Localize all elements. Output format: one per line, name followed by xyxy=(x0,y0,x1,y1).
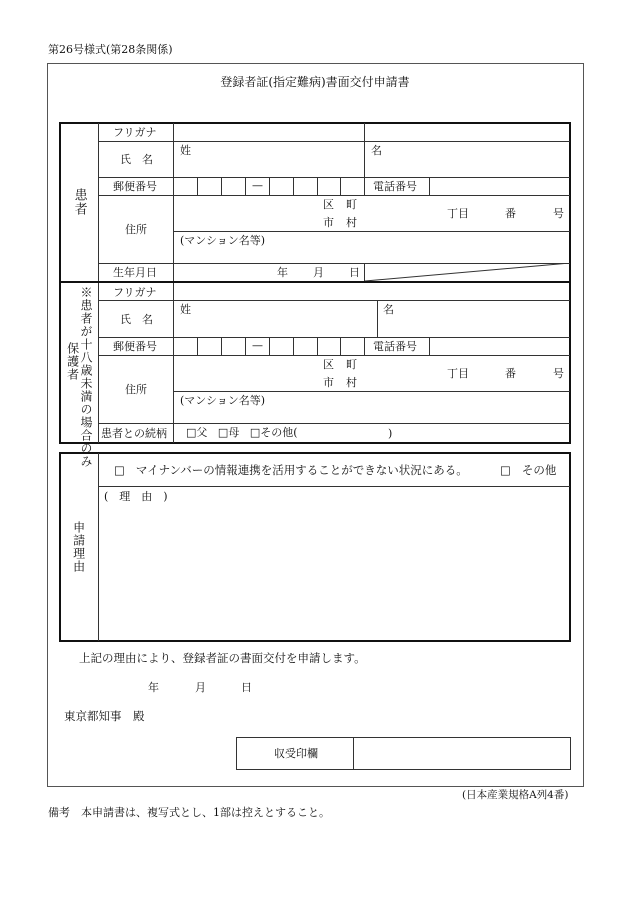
guardian-postal-dash: — xyxy=(252,339,263,352)
birth-year: 年 xyxy=(277,266,288,279)
patient-birth-input[interactable] xyxy=(174,264,363,280)
guardian-phone-input[interactable] xyxy=(430,338,569,354)
date-month: 月 xyxy=(195,681,206,694)
date-year: 年 xyxy=(148,681,159,694)
relation-close-paren: ) xyxy=(388,427,393,440)
guardian-postal-label: 郵便番号 xyxy=(113,340,157,353)
guardian-relation-label: 患者との続柄 xyxy=(101,427,167,440)
guardian-go: 号 xyxy=(553,367,564,380)
relation-other-input[interactable] xyxy=(310,425,386,441)
guardian-shi: 市 xyxy=(323,376,334,389)
guardian-mei-label: 名 xyxy=(383,303,394,316)
guardian-ku: 区 xyxy=(323,358,334,371)
patient-mura: 村 xyxy=(346,216,357,229)
birth-day: 日 xyxy=(349,266,360,279)
patient-phone-label: 電話番号 xyxy=(373,180,417,193)
reason-option-mynumber[interactable]: □ マイナンバーの情報連携を活用することができない状況にある。 xyxy=(114,463,468,477)
patient-shi: 市 xyxy=(323,216,334,229)
patient-ban: 番 xyxy=(505,207,516,220)
receipt-stamp-area xyxy=(355,738,568,768)
patient-address-label: 住所 xyxy=(125,223,147,236)
patient-furigana-sei-input[interactable] xyxy=(174,124,363,140)
reason-mynumber-checkbox[interactable]: □ xyxy=(114,463,125,477)
patient-sei-label: 姓 xyxy=(180,144,191,157)
guardian-machi: 町 xyxy=(346,358,357,371)
date-day: 日 xyxy=(241,681,252,694)
guardian-name-label: 氏 名 xyxy=(120,313,153,326)
application-date-input[interactable] xyxy=(110,678,260,696)
guardian-mansion-input[interactable] xyxy=(174,392,569,422)
reason-label: ( 理 由 ) xyxy=(104,490,168,503)
guardian-sei-input[interactable] xyxy=(174,301,376,336)
guardian-mansion-label: (マンション名等) xyxy=(180,394,266,407)
patient-go: 号 xyxy=(553,207,564,220)
patient-mansion-label: (マンション名等) xyxy=(180,234,266,247)
patient-name-label: 氏 名 xyxy=(120,153,153,166)
patient-chome: 丁目 xyxy=(447,207,469,220)
addressee: 東京都知事 殿 xyxy=(64,709,145,723)
relation-father-checkbox[interactable]: □ xyxy=(186,426,197,439)
guardian-furigana-input[interactable] xyxy=(174,284,569,299)
patient-ku: 区 xyxy=(323,198,334,211)
relation-other-checkbox[interactable]: □ xyxy=(249,426,261,439)
guardian-postal-input[interactable] xyxy=(174,338,364,354)
reason-option-other[interactable]: □ その他 xyxy=(500,463,557,477)
patient-furigana-label: フリガナ xyxy=(113,126,157,139)
reason-text-area[interactable] xyxy=(100,505,569,640)
guardian-address-label: 住所 xyxy=(125,383,147,396)
remarks: 備考 本申請書は、複写式とし、1部は控えとすること。 xyxy=(48,806,330,819)
form-id: 第26号様式(第28条関係) xyxy=(48,43,173,56)
patient-mansion-input[interactable] xyxy=(174,232,569,262)
paper-size-note: (日本産業規格A列4番) xyxy=(462,789,569,801)
relation-options xyxy=(186,427,298,438)
guardian-sei-label: 姓 xyxy=(180,303,191,316)
patient-birth-label: 生年月日 xyxy=(113,266,157,279)
guardian-mei-input[interactable] xyxy=(378,301,569,336)
guardian-chome: 丁目 xyxy=(447,367,469,380)
declaration-text: 上記の理由により、登録者証の書面交付を申請します。 xyxy=(79,651,366,665)
patient-furigana-mei-input[interactable] xyxy=(365,124,569,140)
patient-postal-label: 郵便番号 xyxy=(113,180,157,193)
relation-mother-option[interactable]: □母 xyxy=(217,426,240,439)
guardian-phone-label: 電話番号 xyxy=(373,340,417,353)
patient-address-input[interactable] xyxy=(174,196,569,230)
guardian-furigana-label: フリガナ xyxy=(113,286,157,299)
receipt-label: 収受印欄 xyxy=(274,747,318,760)
section-divider xyxy=(60,281,570,283)
form-title: 登録者証(指定難病)書面交付申請書 xyxy=(220,75,410,89)
patient-postal-input[interactable] xyxy=(174,178,364,194)
relation-mother-checkbox[interactable]: □ xyxy=(217,426,229,439)
guardian-address-input[interactable] xyxy=(174,356,569,390)
guardian-mura: 村 xyxy=(346,376,357,389)
patient-phone-input[interactable] xyxy=(430,178,569,194)
birth-diagonal xyxy=(365,263,570,281)
patient-mei-input[interactable] xyxy=(365,142,569,176)
relation-father-option[interactable]: □父 xyxy=(186,426,208,439)
guardian-side-label: 保護者 xyxy=(65,342,80,381)
patient-mei-label: 名 xyxy=(371,144,382,157)
guardian-ban: 番 xyxy=(505,367,516,380)
reason-other-checkbox[interactable]: □ xyxy=(500,463,511,477)
patient-postal-dash: — xyxy=(252,179,263,192)
guardian-side-note: ※患者が十八歳未満の場合のみ xyxy=(79,286,93,468)
patient-sei-input[interactable] xyxy=(174,142,363,176)
relation-other-option[interactable]: □その他( xyxy=(249,426,298,439)
reason-side-label: 申請理由 xyxy=(71,521,86,573)
birth-month: 月 xyxy=(313,266,324,279)
patient-side-label: 患者 xyxy=(71,188,87,216)
patient-machi: 町 xyxy=(346,198,357,211)
